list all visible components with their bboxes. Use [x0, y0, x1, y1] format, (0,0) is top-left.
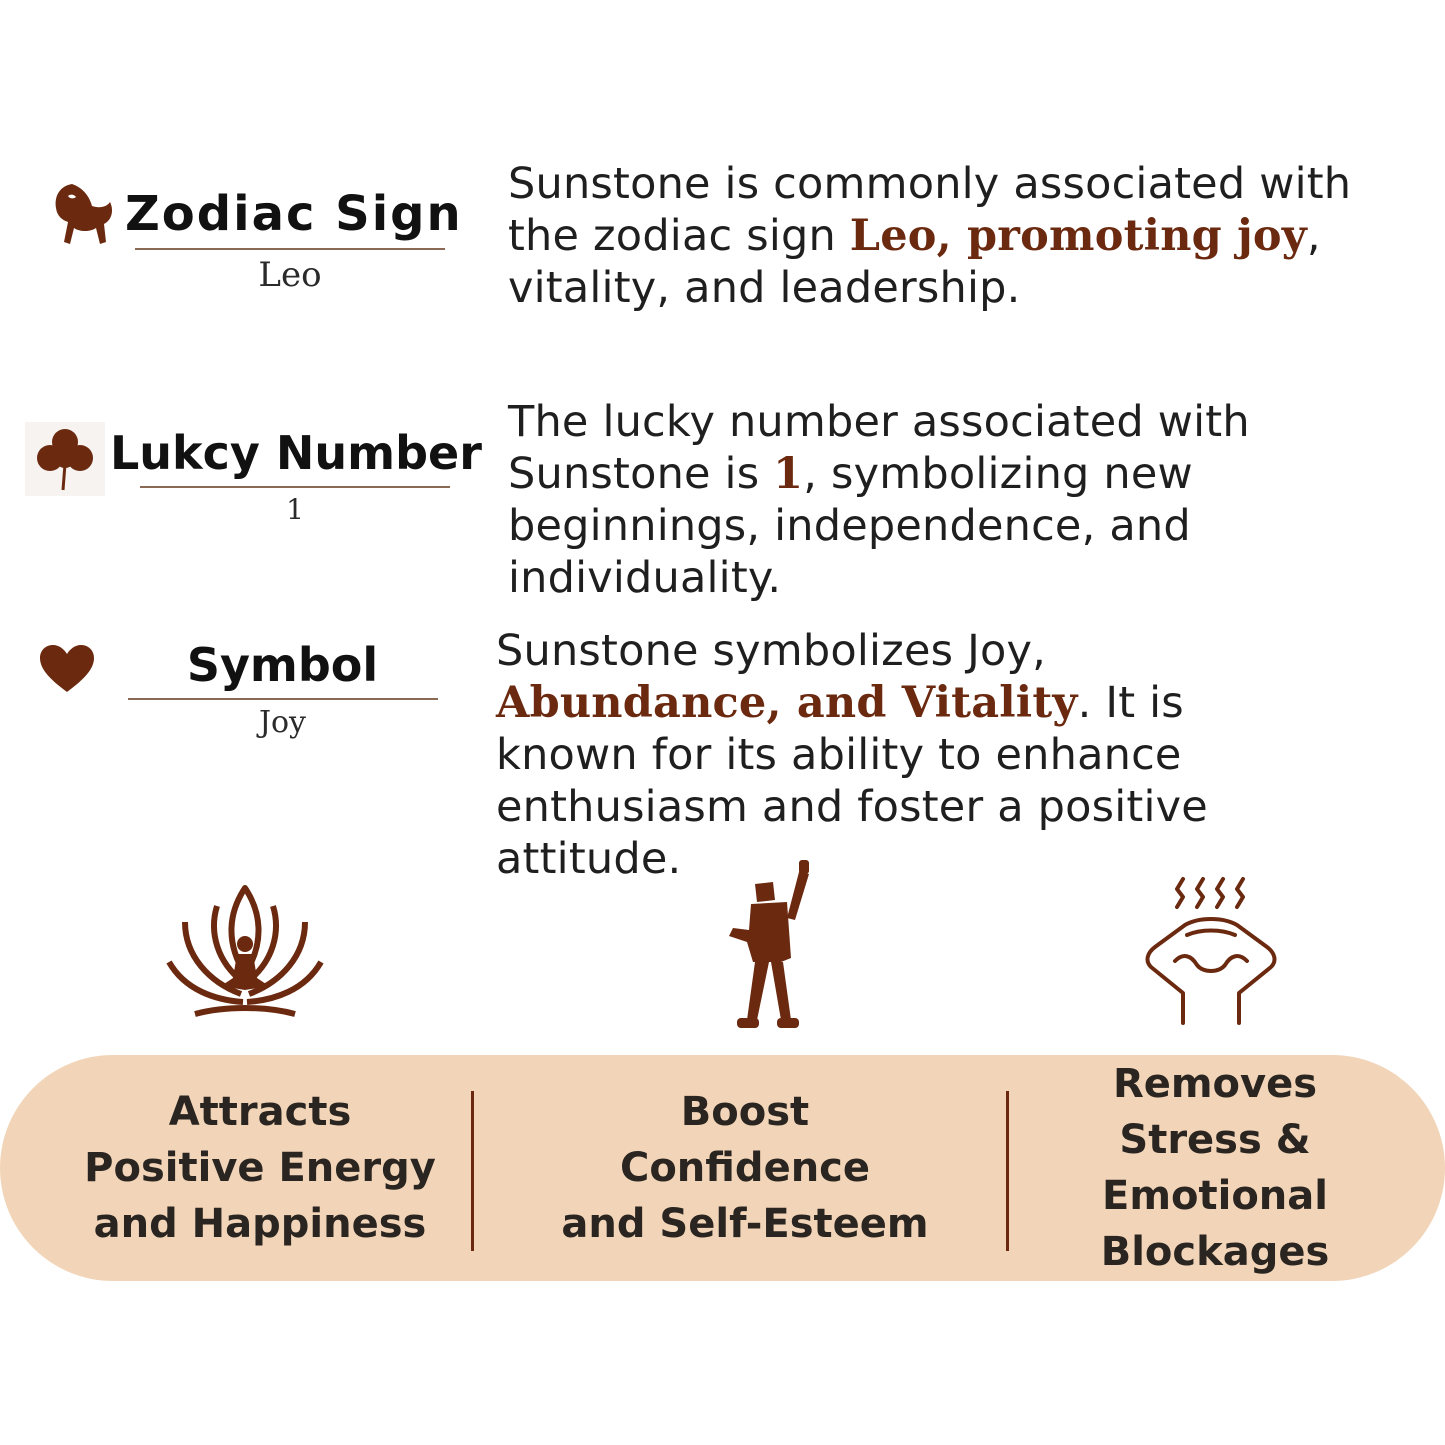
symbol-label — [125, 638, 440, 740]
lucky-desc-highlight: 1 — [773, 449, 804, 499]
benefit-3-line-3: Blockages — [1100, 1229, 1330, 1275]
zodiac-desc-highlight: Leo, promoting joy — [849, 211, 1307, 261]
lion-icon — [50, 180, 114, 250]
symbol-description — [496, 625, 1326, 885]
stressed-head-icon — [1143, 875, 1279, 1025]
benefit-1-line-1: Attracts — [168, 1089, 352, 1135]
meditation-lotus-icon — [165, 882, 325, 1022]
benefit-1-line-3: and Happiness — [93, 1201, 427, 1247]
benefit-2-line-2: Confidence — [619, 1145, 871, 1191]
benefit-3-line-1: Removes — [1112, 1061, 1318, 1107]
benefit-confidence — [520, 1055, 970, 1281]
symbol-desc-text: Sunstone symbolizes Joy, — [496, 626, 1046, 676]
symbol-value: Joy — [258, 705, 307, 740]
lucky-number-label — [110, 426, 482, 526]
lucky-number-rule — [140, 486, 450, 488]
lucky-desc-tail: , symbolizing new beginnings, independence, and individuality. — [508, 449, 1193, 603]
benefit-2-line-1: Boost — [680, 1089, 810, 1135]
zodiac-desc-tail: , vitality, and leadership. — [508, 211, 1321, 313]
benefit-3-line-2: Stress & Emotional — [1102, 1117, 1328, 1219]
lucky-desc-text: The lucky number associated with Sunstone is — [508, 397, 1250, 499]
zodiac-value: Leo — [258, 255, 322, 295]
lucky-number-description — [508, 396, 1423, 604]
zodiac-rule — [135, 248, 445, 250]
symbol-desc-tail: . It is known for its ability to enhance enthusiasm and foster a positive attitude. — [496, 678, 1208, 884]
symbol-desc-highlight: Abundance, and Vitality — [496, 678, 1078, 728]
raised-fist-person-icon — [725, 858, 815, 1030]
benefits-banner — [0, 1055, 1445, 1281]
benefit-divider-1 — [471, 1091, 474, 1251]
lucky-number-title: Lukcy Number — [110, 426, 482, 480]
benefit-positive-energy — [40, 1055, 480, 1281]
benefit-2-line-3: and Self-Esteem — [561, 1201, 929, 1247]
zodiac-desc-text: Sunstone is commonly associated with the zodiac sign — [508, 159, 1352, 261]
symbol-title: Symbol — [186, 638, 379, 692]
zodiac-label — [125, 186, 463, 295]
clover-icon — [25, 422, 105, 496]
zodiac-description — [508, 158, 1408, 314]
lucky-number-value: 1 — [286, 493, 304, 526]
benefit-1-line-2: Positive Energy — [84, 1145, 436, 1191]
benefit-divider-2 — [1006, 1091, 1009, 1251]
heart-icon — [38, 644, 96, 694]
symbol-rule — [128, 698, 438, 700]
zodiac-title: Zodiac Sign — [125, 186, 463, 242]
benefit-stress-relief — [1010, 1055, 1420, 1281]
